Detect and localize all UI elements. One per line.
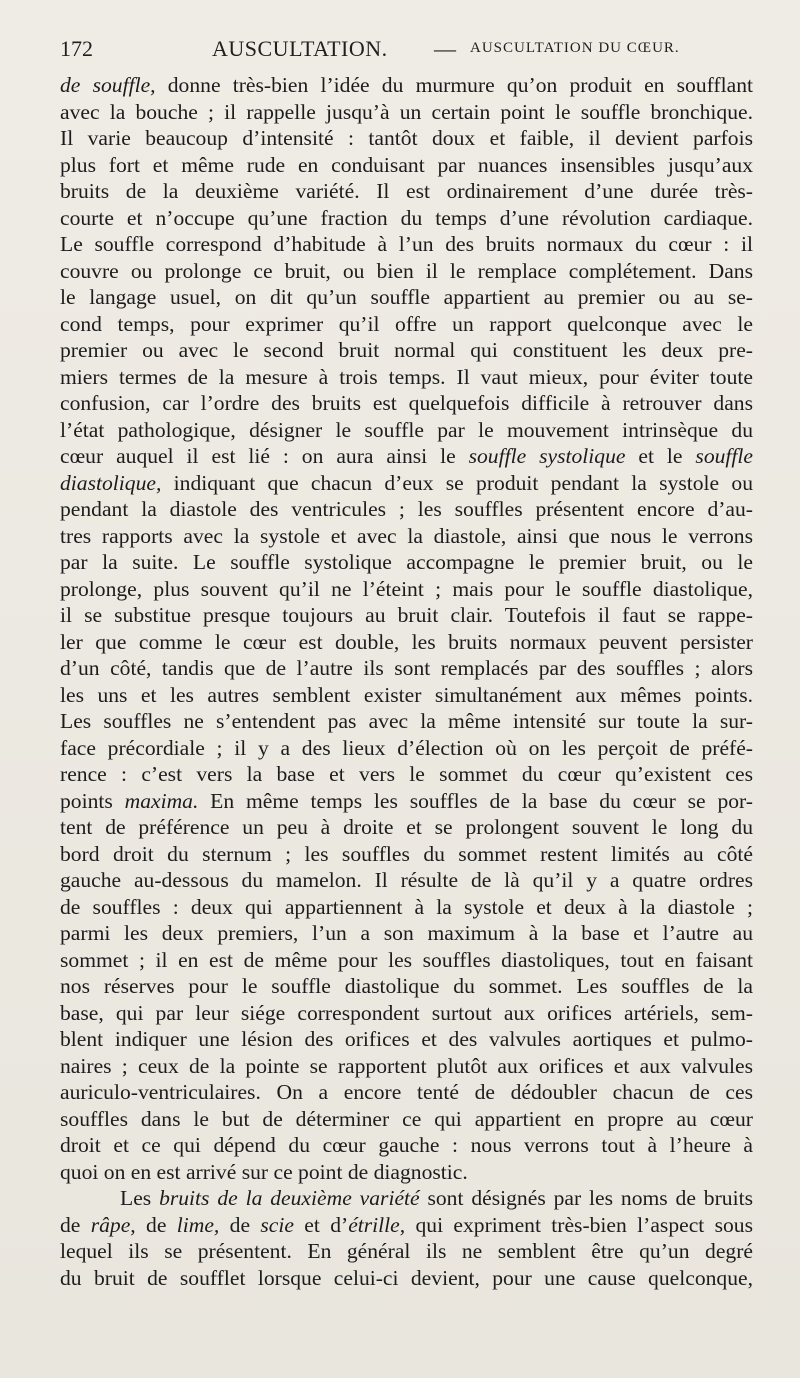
text-line: [60, 443, 753, 470]
italic-text: lime,: [176, 1212, 220, 1237]
text-run: Les souffles ne s’entendent pas avec la même intensité sur toute la sur-: [60, 709, 753, 733]
text-run: l’état pathologique, désigner le souffle par le mouvement intrinsèque du: [60, 417, 753, 442]
text-line: [60, 1212, 753, 1239]
text-run: droit et ce qui dépend du cœur gauche : nous verrons tout à l’heure à: [60, 1133, 753, 1157]
text-run: auriculo-ventriculaires. On a encore tenté de dédoubler chacun de ces: [60, 1080, 753, 1104]
text-run: de: [219, 1212, 261, 1237]
text-run: points: [60, 788, 125, 813]
text-run: du bruit de soufflet lorsque celui-ci devient, pour une cause quelconque,: [60, 1265, 753, 1290]
text-line: [60, 682, 753, 709]
text-line: [60, 152, 753, 179]
text-run: quoi on en est arrivé sur ce point de diagnostic.: [60, 1159, 468, 1184]
text-run: souffles dans le but de déterminer ce qui appartient en propre au cœur: [60, 1106, 753, 1131]
text-run: bruits de la deuxième variété. Il est ordinairement d’une durée très-: [60, 179, 753, 203]
text-run: ler que comme le cœur est double, les bruits normaux peuvent persister: [60, 629, 753, 654]
text-line: [60, 735, 753, 762]
text-run: donne très-bien l’idée du murmure qu’on produit en soufflant: [155, 73, 753, 97]
text-run: les uns et les autres semblent exister simultanément aux mêmes points.: [60, 682, 753, 707]
text-run: qui expriment très-bien l’aspect sous: [405, 1212, 753, 1237]
text-run: plus fort et même rude en conduisant par nuances insensibles jusqu’aux: [60, 152, 753, 177]
text-run: prolonge, plus souvent qu’il ne l’éteint ; mais pour le souffle diastolique,: [60, 576, 753, 601]
text-line: [60, 1053, 753, 1080]
italic-text: souffle systolique: [468, 444, 626, 468]
text-run: bord droit du sternum ; les souffles du sommet restent limités au côté: [60, 841, 753, 866]
text-line: [60, 178, 753, 205]
text-line: [60, 1159, 753, 1186]
text-line: [60, 655, 753, 682]
running-title: AUSCULTATION.: [212, 36, 388, 61]
text-line: [60, 125, 753, 152]
text-line: [60, 602, 753, 629]
text-run: avec la bouche ; il rappelle jusqu’à un certain point le souffle bronchique.: [60, 99, 753, 124]
text-line: [60, 867, 753, 894]
italic-text: étrille,: [348, 1212, 406, 1237]
text-run: de: [135, 1212, 177, 1237]
text-line: [60, 788, 753, 815]
text-line: [60, 920, 753, 947]
text-line: [60, 761, 753, 788]
text-line: [60, 364, 753, 391]
text-run: et d’: [293, 1212, 349, 1237]
text-run: Le souffle correspond d’habitude à l’un des bruits normaux du cœur : il: [60, 232, 753, 256]
text-run: indiquant que chacun d’eux se produit pendant la systole ou: [161, 470, 753, 495]
text-run: sommet ; il en est de même pour les souffles diastoliques, tout en faisant: [60, 947, 753, 972]
italic-text: râpe,: [90, 1212, 136, 1237]
text-run: face précordiale ; il y a des lieux d’élection où on les perçoit de préfé-: [60, 735, 753, 760]
text-line: [60, 99, 753, 126]
text-line: [60, 284, 753, 311]
text-run: rence : c’est vers la base et vers le sommet du cœur qu’existent ces: [60, 762, 753, 786]
text-line: [60, 523, 753, 550]
text-line: [60, 1132, 753, 1159]
text-line: [60, 1265, 753, 1292]
text-line: [60, 337, 753, 364]
text-run: couvre ou prolonge ce bruit, ou bien il le remplace complétement. Dans: [60, 258, 753, 283]
running-header: [60, 36, 750, 66]
text-run: courte et n’occupe qu’une fraction du temps d’une révolution cardiaque.: [60, 205, 753, 230]
text-line: [60, 973, 753, 1000]
text-line: [60, 258, 753, 285]
text-line: [60, 390, 753, 417]
text-line: [60, 72, 753, 99]
text-run: cœur auquel il est lié : on aura ainsi le: [60, 444, 469, 468]
text-run: Il varie beaucoup d’intensité : tantôt doux et faible, il devient parfois: [60, 126, 753, 150]
text-line: [60, 814, 753, 841]
italic-text: souffle: [695, 444, 753, 468]
text-run: le langage usuel, on dit qu’un souffle appartient au premier ou au se-: [60, 285, 753, 309]
italic-text: de souffle,: [60, 73, 156, 97]
text-run: tent de préférence un peu à droite et se prolongent souvent le long du: [60, 815, 753, 839]
text-run: tres rapports avec la systole et avec la diastole, ainsi que nous le verrons: [60, 523, 753, 548]
text-line: [60, 311, 753, 338]
text-line: [60, 549, 753, 576]
header-dash: —: [434, 36, 456, 61]
text-run: confusion, car l’ordre des bruits est quelquefois difficile à retrouver dans: [60, 391, 753, 415]
italic-text: maxima.: [124, 788, 199, 813]
text-run: miers termes de la mesure à trois temps. Il vaut mieux, pour éviter toute: [60, 364, 753, 389]
text-line: [60, 1106, 753, 1133]
text-run: de souffles : deux qui appartiennent à la systole et deux à la diastole ;: [60, 894, 753, 919]
text-line: [60, 894, 753, 921]
text-run: lequel ils se présentent. En général ils ne semblent être qu’un degré: [60, 1239, 753, 1263]
text-run: base, qui par leur siége correspondent surtout aux orifices artériels, sem-: [60, 1000, 753, 1025]
text-line: [60, 1079, 753, 1106]
text-line: [60, 231, 753, 258]
text-run: blent indiquer une lésion des orifices et des valvules aortiques et pulmo-: [60, 1027, 753, 1051]
italic-text: bruits de la deuxième variété: [159, 1186, 420, 1210]
text-run: nos réserves pour le souffle diastolique du sommet. Les souffles de la: [60, 974, 753, 998]
text-line: [60, 496, 753, 523]
text-line: [60, 470, 753, 497]
italic-text: diastolique,: [60, 470, 162, 495]
text-line: [60, 576, 753, 603]
text-run: premier ou avec le second bruit normal qui constituent les deux pre-: [60, 338, 753, 362]
running-subtitle: AUSCULTATION DU CŒUR.: [470, 40, 680, 56]
text-run: par la suite. Le souffle systolique accompagne le premier bruit, ou le: [60, 550, 753, 574]
text-line: [60, 1185, 753, 1212]
text-line: [60, 1238, 753, 1265]
text-run: cond temps, pour exprimer qu’il offre un rapport quelconque avec le: [60, 311, 753, 336]
text-line: [60, 841, 753, 868]
text-run: parmi les deux premiers, l’un a son maximum à la base et l’autre au: [60, 921, 753, 945]
text-line: [60, 417, 753, 444]
text-line: [60, 1026, 753, 1053]
page-number: 172: [60, 36, 93, 61]
text-line: [60, 947, 753, 974]
text-line: [60, 708, 753, 735]
text-run: pendant la diastole des ventricules ; les souffles présentent encore d’au-: [60, 497, 753, 521]
text-run: sont désignés par les noms de bruits: [419, 1186, 753, 1210]
text-line: [60, 629, 753, 656]
text-run: d’un côté, tandis que de l’autre ils sont remplacés par des souffles ; alors: [60, 656, 753, 680]
text-run: de: [60, 1212, 91, 1237]
text-run: Les: [120, 1186, 160, 1210]
italic-text: scie: [260, 1212, 294, 1237]
text-run: gauche au-dessous du mamelon. Il résulte de là qu’il y a quatre ordres: [60, 868, 753, 892]
text-line: [60, 205, 753, 232]
text-run: En même temps les souffles de la base du cœur se por-: [198, 788, 753, 813]
body-text: [60, 72, 753, 1291]
text-run: naires ; ceux de la pointe se rapportent plutôt aux orifices et aux valvules: [60, 1053, 753, 1078]
text-run: il se substitue presque toujours au bruit clair. Toutefois il faut se rappe-: [60, 603, 753, 627]
text-run: et le: [625, 444, 696, 468]
text-line: [60, 1000, 753, 1027]
